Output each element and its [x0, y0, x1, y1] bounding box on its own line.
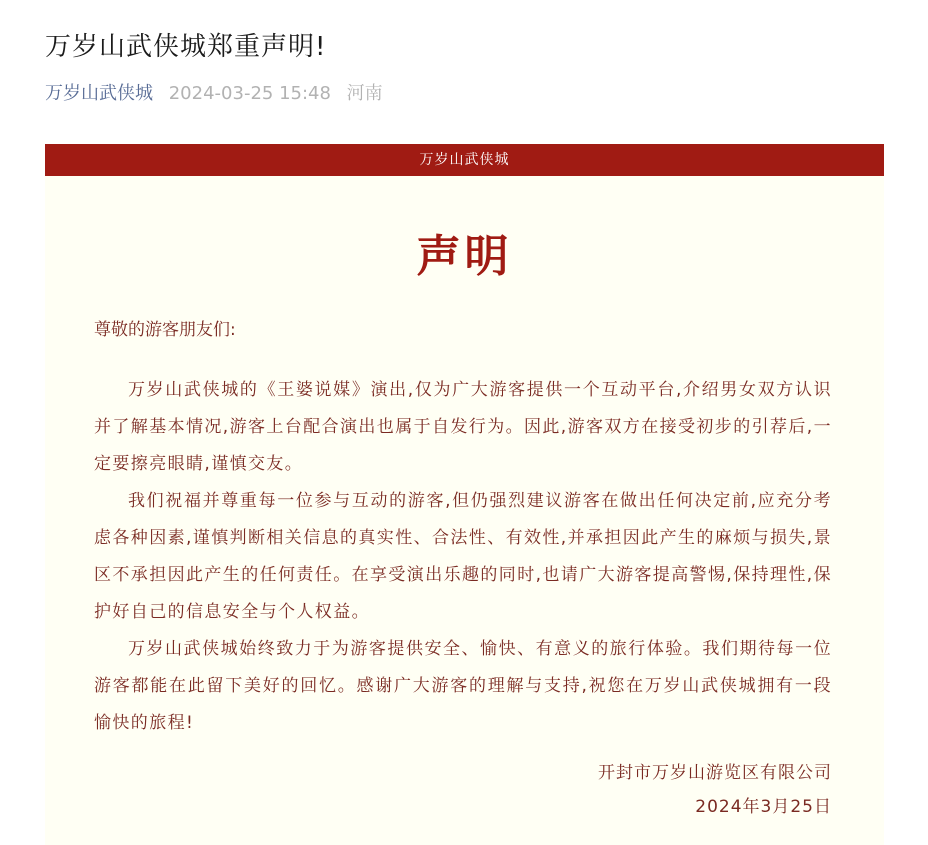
article-title: 万岁山武侠城郑重声明!	[45, 32, 327, 62]
signature-company: 开封市万岁山游览区有限公司	[598, 763, 832, 783]
publish-region: 河南	[346, 83, 383, 104]
account-name-link[interactable]: 万岁山武侠城	[45, 83, 153, 104]
header-banner: 万岁山武侠城	[45, 144, 884, 176]
publish-datetime: 2024-03-25 15:48	[168, 83, 331, 104]
statement-paragraph: 我们祝福并尊重每一位参与互动的游客,但仍强烈建议游客在做出任何决定前,应充分考虑各种因素,谨慎判断相关信息的真实性、合法性、有效性,并承担因此产生的麻烦与损失,景区不承担因此产生的任何责任。在享受演出乐趣的同时,也请广大游客提高警惕,保持理性,保护好自己的信息安全与个人权益。	[94, 491, 833, 622]
statement-salutation: 尊敬的游客朋友们:	[94, 320, 236, 340]
statement-paper	[45, 176, 884, 845]
statement-heading: 声明	[416, 231, 513, 282]
article-meta	[45, 79, 383, 105]
statement-body	[94, 372, 832, 742]
statement-paragraph: 万岁山武侠城的《王婆说媒》演出,仅为广大游客提供一个互动平台,介绍男女双方认识并了解基本情况,游客上台配合演出也属于自发行为。因此,游客双方在接受初步的引荐后,一定要擦亮眼睛,谨慎交友。	[94, 380, 833, 474]
statement-signature	[598, 756, 832, 824]
signature-date: 2024年3月25日	[695, 797, 832, 817]
statement-paragraph: 万岁山武侠城始终致力于为游客提供安全、愉快、有意义的旅行体验。我们期待每一位游客都能在此留下美好的回忆。感谢广大游客的理解与支持,祝您在万岁山武侠城拥有一段愉快的旅程!	[94, 639, 832, 733]
